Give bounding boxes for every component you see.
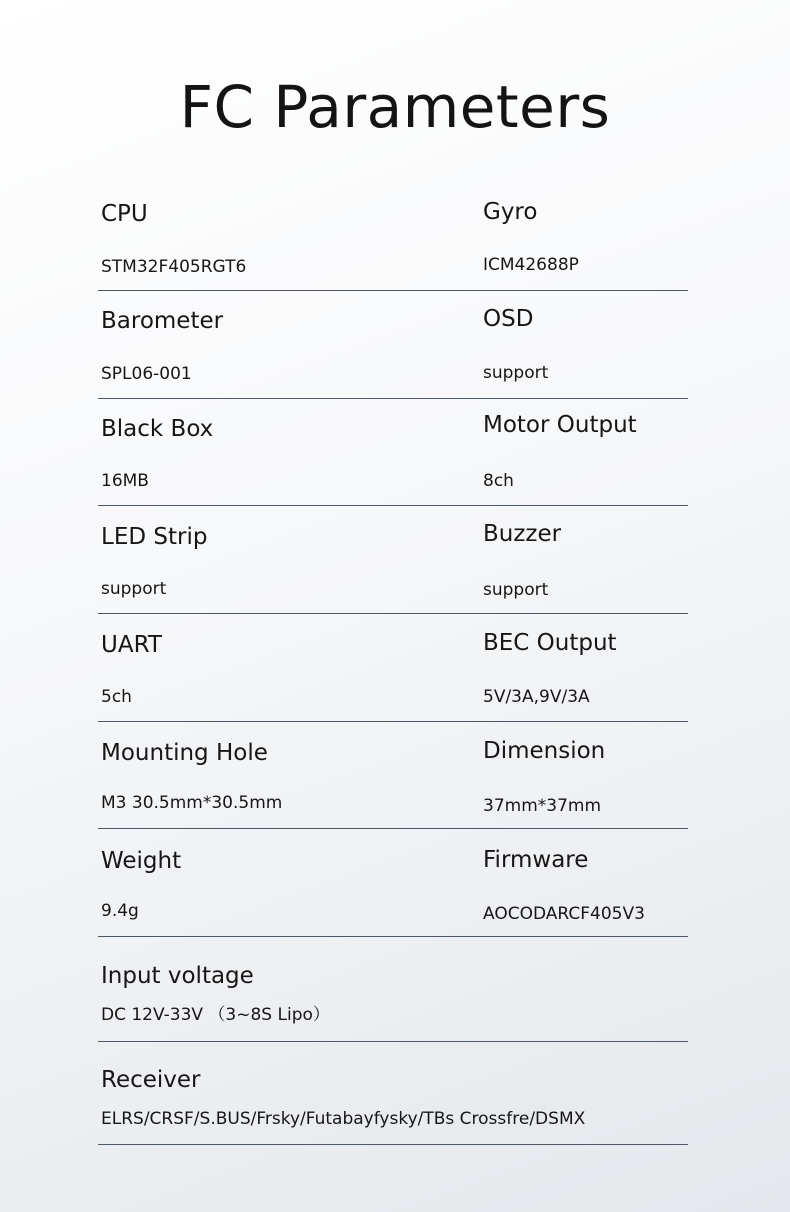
param-label-buzzer: Buzzer bbox=[483, 521, 562, 547]
param-label-weight: Weight bbox=[101, 848, 182, 874]
param-label-motor-output: Motor Output bbox=[483, 412, 637, 438]
param-value-led-strip: support bbox=[101, 579, 167, 599]
param-label-uart: UART bbox=[101, 632, 162, 658]
param-label-firmware: Firmware bbox=[483, 847, 589, 873]
param-label-bec-output: BEC Output bbox=[483, 630, 617, 656]
param-value-gyro: ICM42688P bbox=[483, 255, 579, 275]
param-label-dimension: Dimension bbox=[483, 738, 606, 764]
param-label-black-box: Black Box bbox=[101, 416, 214, 442]
param-label-gyro: Gyro bbox=[483, 199, 538, 225]
param-value-receiver: ELRS/CRSF/S.BUS/Frsky/Futabayfysky/TBs Crossfre/DSMX bbox=[101, 1109, 586, 1129]
param-value-dimension: 37mm*37mm bbox=[483, 796, 602, 816]
param-value-firmware: AOCODARCF405V3 bbox=[483, 904, 645, 924]
param-value-bec-output: 5V/3A,9V/3A bbox=[483, 687, 590, 707]
row-divider bbox=[98, 1144, 688, 1145]
row-divider bbox=[98, 721, 688, 722]
param-value-black-box: 16MB bbox=[101, 471, 149, 491]
param-label-led-strip: LED Strip bbox=[101, 524, 208, 550]
row-divider bbox=[98, 290, 688, 291]
param-value-input-voltage: DC 12V-33V （3~8S Lipo） bbox=[101, 1005, 330, 1025]
param-value-motor-output: 8ch bbox=[483, 471, 514, 491]
row-divider bbox=[98, 828, 688, 829]
param-value-osd: support bbox=[483, 363, 549, 383]
row-divider bbox=[98, 613, 688, 614]
param-value-barometer: SPL06-001 bbox=[101, 364, 192, 384]
page-title: FC Parameters bbox=[179, 73, 611, 141]
param-value-buzzer: support bbox=[483, 580, 549, 600]
param-value-weight: 9.4g bbox=[101, 901, 139, 921]
param-label-mounting-hole: Mounting Hole bbox=[101, 740, 268, 766]
param-label-osd: OSD bbox=[483, 306, 534, 332]
param-label-input-voltage: Input voltage bbox=[101, 963, 254, 989]
param-label-receiver: Receiver bbox=[101, 1067, 201, 1093]
param-value-cpu: STM32F405RGT6 bbox=[101, 257, 247, 277]
row-divider bbox=[98, 505, 688, 506]
row-divider bbox=[98, 936, 688, 937]
row-divider bbox=[98, 1041, 688, 1042]
param-value-uart: 5ch bbox=[101, 687, 132, 707]
param-label-barometer: Barometer bbox=[101, 308, 224, 334]
row-divider bbox=[98, 398, 688, 399]
param-label-cpu: CPU bbox=[101, 201, 148, 227]
param-value-mounting-hole: M3 30.5mm*30.5mm bbox=[101, 793, 283, 813]
